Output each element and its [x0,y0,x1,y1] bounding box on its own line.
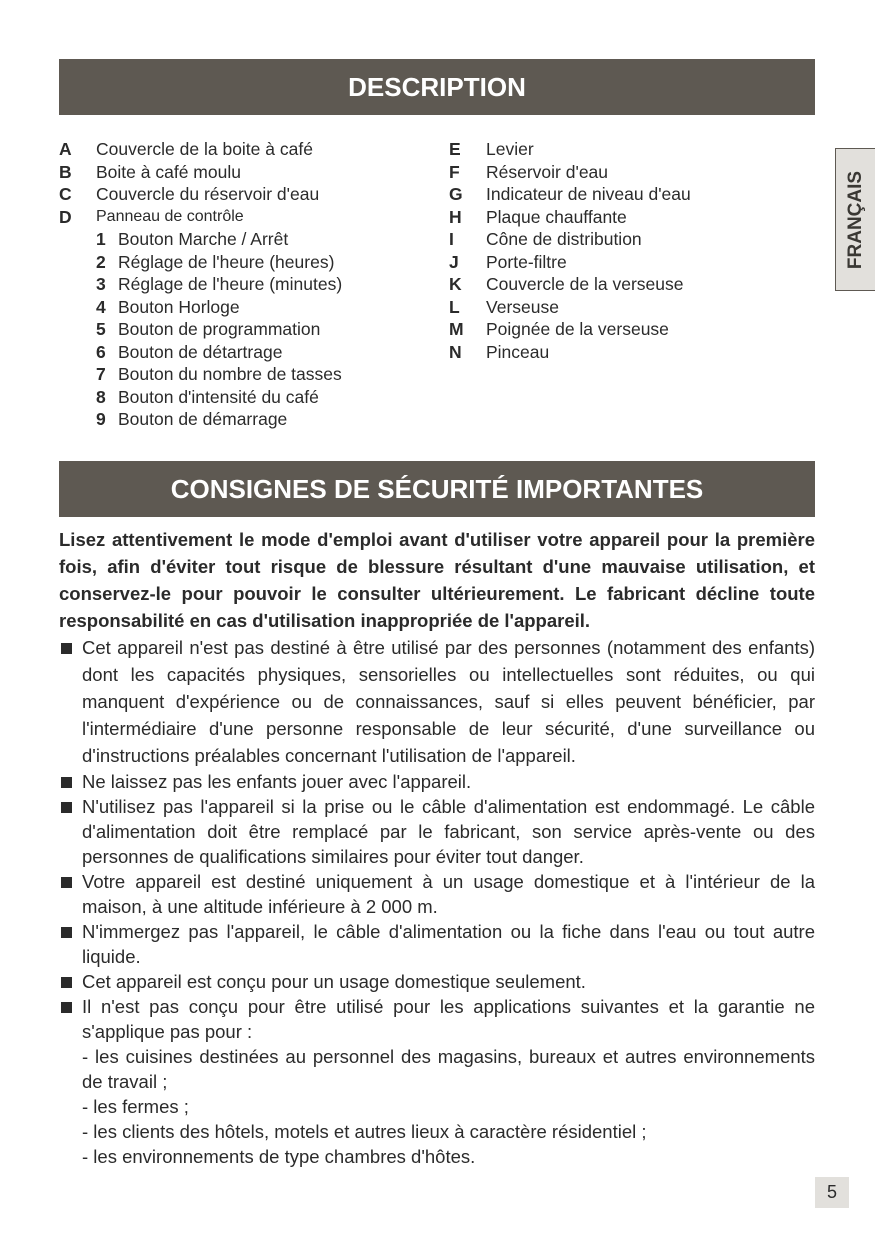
item-letter: D [59,206,72,227]
item-text: Réglage de l'heure (minutes) [118,274,343,294]
control-panel-item [59,363,419,386]
description-list-right [449,138,789,363]
item-letter: A [59,139,72,159]
list-item [449,296,789,319]
description-list-left [59,138,419,431]
item-text: Couvercle de la boite à café [96,139,313,159]
item-letter: E [449,139,461,159]
item-text: Bouton d'intensité du café [118,386,319,407]
list-item [59,206,419,229]
item-text: Bouton Horloge [118,296,240,317]
description-title: DESCRIPTION [348,71,526,102]
safety-bullet: N'utilisez pas l'appareil si la prise ou le câble d'alimentation est endommagé. Le câble d'alimentation doit être remplacé par le fabricant, son service après-vente ou des personnes de qualifications similaires pour éviter tout danger. [59,794,815,869]
description-header [59,59,815,115]
item-letter: K [449,274,462,294]
item-text: Bouton de programmation [118,319,321,339]
exclusion-item: - les environnements de type chambres d'hôtes. [82,1146,476,1167]
item-text: Panneau de contrôle [96,207,244,225]
item-letter: H [449,206,462,227]
safety-section [59,526,815,1169]
safety-title: CONSIGNES DE SÉCURITÉ IMPORTANTES [170,473,704,504]
item-text: Couvercle de la verseuse [486,274,684,294]
item-text: Verseuse [486,296,559,317]
safety-bullet: Votre appareil est destiné uniquement à un usage domestique et à l'intérieur de la maison, à une altitude inférieure à 2 000 m. [59,869,815,919]
list-item [449,341,789,364]
item-text: Plaque chauffante [486,206,627,227]
list-item [449,273,789,296]
item-letter: I [449,229,454,249]
item-letter: G [449,184,463,204]
safety-bullet: Cet appareil est conçu pour un usage domestique seulement. [59,969,815,994]
item-letter: L [449,296,460,317]
item-text: Poignée de la verseuse [486,319,669,339]
safety-header [59,461,815,517]
item-text: Bouton de détartrage [118,341,283,362]
control-panel-item [59,273,419,296]
list-item [449,138,789,161]
item-number: 8 [96,386,106,407]
item-text: Levier [486,139,534,159]
item-text: Bouton du nombre de tasses [118,364,342,384]
item-number: 1 [96,229,106,249]
list-item [59,161,419,184]
item-number: 6 [96,341,106,362]
safety-bullet: Il n'est pas conçu pour être utilisé pour les applications suivantes et la garantie ne s'applique pas pour : [59,994,815,1044]
item-number: 5 [96,319,106,339]
safety-bullet: Cet appareil n'est pas destiné à être utilisé par des personnes (notamment des enfants) dont les capacités physiques, sensorielles ou intellectuelles sont réduites, ou qui manquent d'expérience ou de connaissances, sauf si elles peuvent bénéficier, par l'intermédiaire d'une personne responsable de leur sécurité, d'une surveillance ou d'instructions préalables concernant l'utilisation de l'appareil. [59,634,815,769]
list-item [449,161,789,184]
language-tab-label: FRANÇAIS [844,170,866,269]
item-text: Cône de distribution [486,229,642,249]
page-number-text: 5 [826,1182,837,1202]
control-panel-item [59,341,419,364]
control-panel-item [59,228,419,251]
item-text: Réglage de l'heure (heures) [118,251,335,272]
item-letter: F [449,161,460,182]
list-item [449,206,789,229]
exclusion-item: - les cuisines destinées au personnel des magasins, bureaux et autres environnements de travail ; [82,1046,815,1092]
exclusion-item: - les fermes ; [82,1096,189,1117]
safety-bullet: N'immergez pas l'appareil, le câble d'alimentation ou la fiche dans l'eau ou tout autre liquide. [59,919,815,969]
page-number [815,1177,849,1208]
item-number: 3 [96,274,106,294]
list-item [449,228,789,251]
item-letter: J [449,251,459,272]
item-text: Réservoir d'eau [486,161,609,182]
list-item [449,318,789,341]
control-panel-item [59,296,419,319]
item-number: 7 [96,364,106,384]
safety-bullet: Ne laissez pas les enfants jouer avec l'appareil. [59,769,815,794]
item-number: 2 [96,251,106,272]
item-text: Boite à café moulu [96,161,241,182]
item-letter: M [449,319,464,339]
item-number: 4 [96,296,106,317]
control-panel-item [59,386,419,409]
exclusion-item: - les clients des hôtels, motels et autres lieux à caractère résidentiel ; [82,1121,647,1142]
item-text: Bouton de démarrage [118,409,288,429]
list-item [449,183,789,206]
item-text: Couvercle du réservoir d'eau [96,184,320,204]
item-text: Porte-filtre [486,251,567,272]
control-panel-item [59,408,419,431]
control-panel-item [59,318,419,341]
list-item [59,138,419,161]
safety-intro: Lisez attentivement le mode d'emploi avant d'utiliser votre appareil pour la première fois, afin d'éviter tout risque de blessure résultant d'une mauvaise utilisation, et conservez-le pour pouvoir le consulter ultérieurement. Le fabricant décline toute responsabilité en cas d'utilisation inappropriée de l'appareil. [59,529,815,631]
list-item [59,183,419,206]
safety-bullet-list [59,634,815,1044]
item-letter: N [449,341,462,362]
control-panel-item [59,251,419,274]
list-item [449,251,789,274]
item-text: Pinceau [486,341,550,362]
item-letter: C [59,184,72,204]
item-text: Bouton Marche / Arrêt [118,229,289,249]
item-text: Indicateur de niveau d'eau [486,184,691,204]
item-letter: B [59,161,72,182]
language-tab [835,148,875,291]
item-number: 9 [96,409,106,429]
